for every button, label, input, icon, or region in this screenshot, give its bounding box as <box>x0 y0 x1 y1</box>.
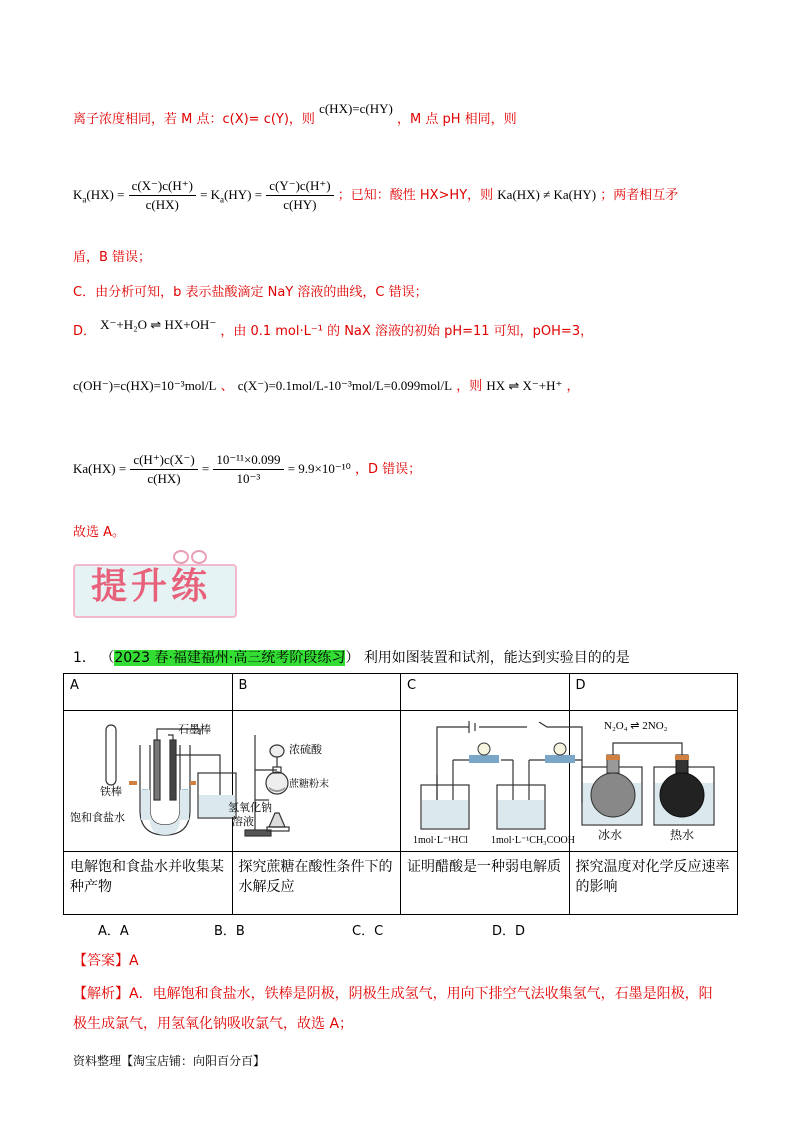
line7-text: ，D 错误； <box>354 462 422 477</box>
description-c: 证明醋酸是一种弱电解质 <box>401 852 570 915</box>
options-table <box>63 673 738 915</box>
label-iron: 铁棒 <box>100 785 122 798</box>
text-line-8: 故选 A。 <box>73 525 126 540</box>
hydrolysis-equation: X⁻+H₂O ⇌ HX+OH⁻ <box>100 317 217 332</box>
ka-calc-fraction-2 <box>213 452 283 487</box>
choice-a: A．A <box>98 924 129 939</box>
ka-calc-num-2: 10⁻¹¹×0.099 <box>213 452 283 470</box>
ka-neq: Ka(HX) ≠ Ka(HY) <box>497 187 597 202</box>
table-image-row <box>64 711 738 852</box>
label-equilibrium: N₂O₄ ⇌ 2NO₂ <box>603 720 667 732</box>
label-brine: 饱和食盐水 <box>70 811 125 824</box>
text-line-4: C．由分析可知，b 表示盐酸滴定 NaY 溶液的曲线，C 错误； <box>73 285 428 300</box>
analysis-label: 【解析】 <box>73 986 129 1002</box>
label-ice-water: 冰水 <box>597 828 622 842</box>
line2-end: ；两者相互矛 <box>600 188 679 203</box>
analysis-text-1: A．电解饱和食盐水，铁棒是阴极，阴极生成氢气，用向下排空气法收集氢气，石墨是阳极，阳 <box>129 986 713 1002</box>
choice-b: B．B <box>214 924 245 939</box>
apparatus-c <box>401 711 575 852</box>
label-acetic-acid: 1mol·L⁻¹CH₃COOH <box>491 835 575 846</box>
ka-hy-numerator: c(Y⁻)c(H⁺) <box>266 178 333 196</box>
question-number: 1． <box>73 650 96 666</box>
line6-text: ，则 <box>456 379 483 394</box>
text-line-7: Ka(HX) = $\frac{c(H^+)c(X^-)}{c(HX)}$ = $\frac{\text{10⁻¹¹×0.099}}{\text{10⁻³}}$ = 9.9×10⁻¹⁰ ，D 错误； <box>73 452 422 486</box>
text-line-5 <box>73 317 594 339</box>
header-b: B <box>232 674 401 711</box>
answer-label: 【答案】 <box>73 953 129 969</box>
line1-text-b: ，M 点 pH 相同，则 <box>396 112 517 127</box>
text-line-1 <box>73 101 517 127</box>
ka-hx-label: $K_a(HX)$ = <box>73 187 125 205</box>
question-line: 1． （2023 春·福建福州·高三统考阶段练习） 利用如图装置和试剂，能达到实验目的的是 <box>73 650 630 666</box>
apparatus-a <box>64 711 272 852</box>
answer-line <box>73 950 139 970</box>
header-a: A <box>64 674 233 711</box>
section-badge <box>73 556 235 616</box>
analysis-line-2: 极生成氯气，用氢氧化钠吸收氯气，故选 A； <box>73 1016 354 1032</box>
label-naoh-2: 溶液 <box>232 815 254 828</box>
question-source: 2023 春·福建福州·高三统考阶段练习 <box>114 650 346 666</box>
analysis-line-1 <box>73 983 713 1003</box>
label-naoh-1: 氢氧化钠 <box>228 801 272 814</box>
badge-title: 提升练 <box>91 565 212 607</box>
question-text: 利用如图装置和试剂，能达到实验目的的是 <box>363 650 630 666</box>
description-d: 探究温度对化学反应速率的影响 <box>569 852 738 915</box>
ionization-equation: HX ⇌ X⁻+H⁺ <box>486 378 563 393</box>
description-b: 探究蔗糖在酸性条件下的水解反应 <box>232 852 401 915</box>
line5-prefix: D． <box>73 324 97 339</box>
ka-calc-den-2: 10⁻³ <box>236 471 261 486</box>
ka-calc-result: = 9.9×10⁻¹⁰ <box>287 461 351 476</box>
text-line-3: 盾，B 错误； <box>73 250 152 265</box>
ka-hx-denominator: c(HX) <box>145 197 179 212</box>
apparatus-d <box>569 711 738 852</box>
table-header-row <box>64 674 738 711</box>
line1-text-a: 离子浓度相同，若 M 点：c(X)= c(Y)，则 <box>73 112 315 127</box>
ka-hy-label: = $K_a(HY)$ = <box>200 187 263 205</box>
ka-calc-label: Ka(HX) = <box>73 461 127 476</box>
ka-hx-numerator: c(X⁻)c(H⁺) <box>129 178 196 196</box>
page-footer: 资料整理【淘宝店铺：向阳百分百】 <box>73 1054 266 1068</box>
line6-end: ， <box>566 379 580 394</box>
line6-sep: 、 <box>220 379 234 394</box>
oh-concentration: c(OH⁻)=c(HX)=10⁻³mol/L <box>73 378 217 393</box>
text-line-2 <box>73 178 678 213</box>
apparatus-b <box>232 711 401 852</box>
text-line-6 <box>73 375 580 394</box>
x-concentration: c(X⁻)=0.1mol/L-10⁻³mol/L=0.099mol/L <box>237 378 453 393</box>
label-hcl: 1mol·L⁻¹HCl <box>413 835 468 846</box>
ka-calc-num-1: c(H⁺)c(X⁻) <box>130 452 197 470</box>
choice-d: D．D <box>492 924 526 939</box>
choice-c: C．C <box>352 924 384 939</box>
header-d: D <box>569 674 738 711</box>
ka-calc-den-1: c(HX) <box>147 471 181 486</box>
line5-text: ，由 0.1 mol·L⁻¹ 的 NaX 溶液的初始 pH=11 可知，pOH=3， <box>220 324 594 339</box>
answer-value: A <box>129 953 139 969</box>
label-hot-water: 热水 <box>669 828 694 842</box>
line1-math: c(HX)=c(HY) <box>319 101 393 116</box>
label-graphite: 石墨棒 <box>178 723 211 736</box>
ka-hy-fraction <box>266 178 333 213</box>
ka-hx-fraction <box>129 178 196 213</box>
line2-text: ；已知：酸性 HX>HY，则 <box>337 188 494 203</box>
ka-calc-fraction-1 <box>130 452 197 487</box>
label-sucrose: 蔗糖粉末 <box>288 779 329 790</box>
description-a: 电解饱和食盐水并收集某种产物 <box>64 852 233 915</box>
ka-hy-denominator: c(HY) <box>283 197 317 212</box>
header-c: C <box>401 674 570 711</box>
table-description-row <box>64 852 738 915</box>
label-sulfuric-acid: 浓硫酸 <box>288 743 322 756</box>
